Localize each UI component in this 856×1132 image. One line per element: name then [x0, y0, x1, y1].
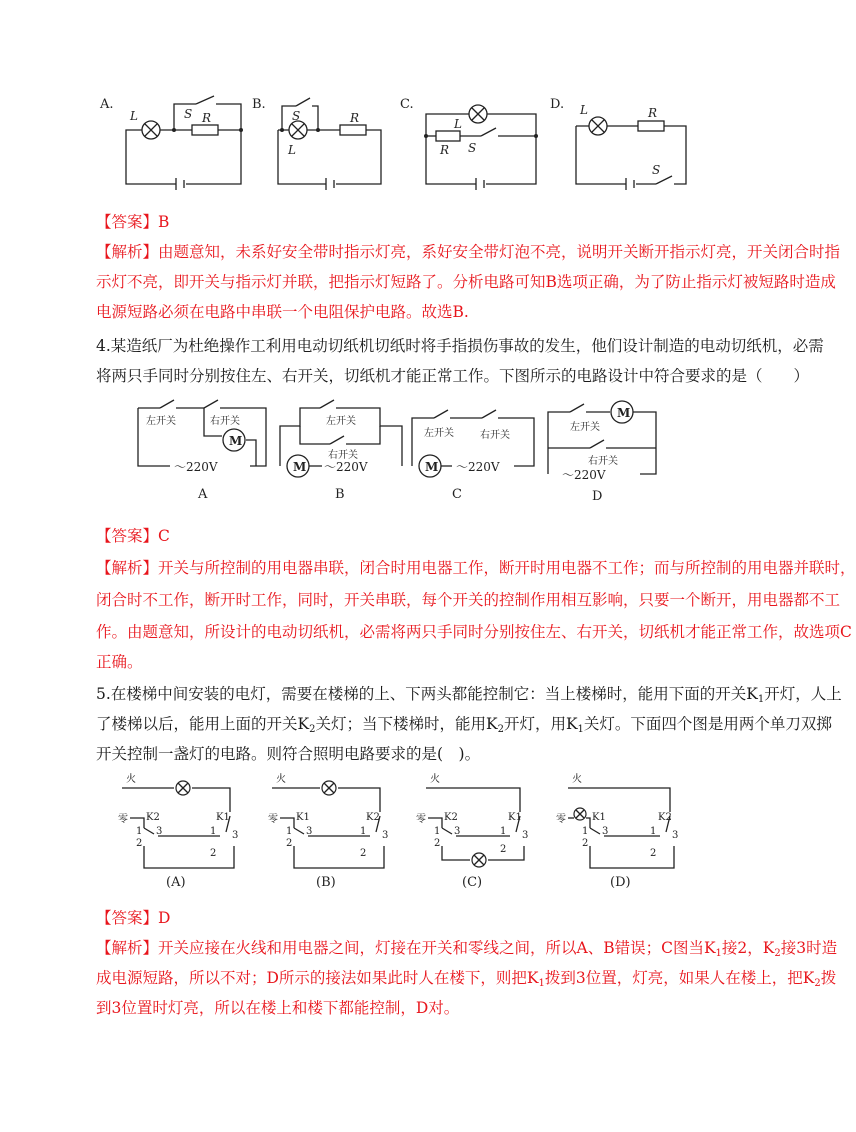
- q3-analysis-line-2: 示灯不亮，即开关与指示灯并联，把指示灯短路了。分析电路可知B选项正确，为了防止指示灯被短路时造成: [96, 273, 836, 291]
- svg-text:～220V: ～220V: [324, 460, 368, 474]
- svg-text:右开关: 右开关: [588, 456, 618, 467]
- svg-text:2: 2: [582, 838, 589, 849]
- q5-circuit-c: [416, 772, 528, 890]
- svg-text:S: S: [292, 109, 301, 123]
- svg-text:2: 2: [286, 838, 293, 849]
- svg-text:S: S: [184, 107, 193, 121]
- svg-text:右开关: 右开关: [480, 430, 510, 441]
- svg-text:3: 3: [156, 826, 163, 837]
- svg-text:2: 2: [360, 848, 367, 859]
- q5-question-line-2: 了楼梯以后，能用上面的开关$K_2$关灯；当下楼梯时，能用$K_2$开灯，用$K_1$关灯。下面四个图是用两个单刀双掷: [96, 715, 832, 735]
- svg-text:3: 3: [232, 830, 239, 841]
- q5-analysis-line-1: 【解析】开关应接在火线和用电器之间，灯接在开关和零线之间，所以A、B错误；C图当$K_1$接2，$K_2$接3时造: [96, 939, 838, 959]
- svg-text:L: L: [580, 103, 588, 117]
- svg-text:L: L: [130, 109, 138, 123]
- q3-circuit-d: [576, 103, 686, 190]
- q4-answer: 【答案】C: [96, 527, 170, 545]
- q3-analysis-line-3: 电源短路必须在电路中串联一个电阻保护电路。故选B.: [96, 303, 469, 321]
- svg-text:1: 1: [286, 826, 293, 837]
- q3-circuit-figures: [96, 92, 706, 202]
- q3-circuit-a: [126, 96, 243, 190]
- q5-circuit-b: [268, 772, 388, 890]
- svg-text:2: 2: [210, 848, 217, 859]
- svg-text:左开关: 左开关: [424, 428, 454, 439]
- svg-text:K2: K2: [146, 812, 160, 823]
- q5-circuit-d: [556, 772, 678, 890]
- svg-text:1: 1: [650, 826, 657, 837]
- svg-text:M: M: [229, 434, 243, 448]
- svg-text:3: 3: [454, 826, 461, 837]
- svg-text:(B): (B): [316, 875, 336, 890]
- svg-text:零: 零: [118, 814, 128, 825]
- svg-text:1: 1: [500, 826, 507, 837]
- q4-circuit-figures: [130, 396, 670, 506]
- q3-analysis-line-1: 【解析】由题意知，未系好安全带时指示灯亮，系好安全带灯泡不亮，说明开关断开指示灯亮，开关闭合时指: [96, 243, 841, 261]
- svg-text:右开关: 右开关: [210, 416, 240, 427]
- svg-text:K1: K1: [592, 812, 606, 823]
- svg-text:R: R: [440, 143, 450, 157]
- svg-text:3: 3: [672, 830, 679, 841]
- q5-analysis-line-2: 成电源短路，所以不对；D所示的接法如果此时人在楼下，则把$K_1$拨到3位置，灯亮，如果人在楼上，把$K_2$拨: [96, 969, 837, 989]
- svg-text:～220V: ～220V: [456, 460, 500, 474]
- q4-analysis-line-4: 正确。: [96, 653, 143, 671]
- svg-text:M: M: [293, 460, 307, 474]
- q3-option-a-label: A.: [100, 97, 114, 112]
- svg-text:R: R: [350, 111, 360, 125]
- q4-analysis-line-3: 作。由题意知，所设计的电动切纸机，必需将两只手同时分别按住左、右开关，切纸机才能正常工作，故选项C: [96, 623, 852, 641]
- svg-text:火: 火: [572, 774, 582, 785]
- q5-analysis-line-3: 到3位置时灯亮，所以在楼上和楼下都能控制，D对。: [96, 999, 460, 1017]
- svg-text:D: D: [592, 489, 603, 504]
- resistor-icon: [340, 125, 366, 135]
- svg-text:3: 3: [522, 830, 529, 841]
- svg-text:2: 2: [136, 838, 143, 849]
- svg-text:～220V: ～220V: [562, 468, 606, 482]
- q4-question-line-1: 4.某造纸厂为杜绝操作工利用电动切纸机切纸时将手指损伤事故的发生，他们设计制造的电动切纸机，必需: [96, 337, 824, 355]
- q5-circuit-a: [118, 772, 238, 890]
- svg-text:K2: K2: [366, 812, 380, 823]
- svg-text:K1: K1: [296, 812, 310, 823]
- svg-text:1: 1: [360, 826, 367, 837]
- svg-text:零: 零: [556, 814, 566, 825]
- q3-answer: 【答案】B: [96, 213, 170, 231]
- svg-text:零: 零: [416, 814, 426, 825]
- svg-text:L: L: [288, 143, 296, 157]
- svg-text:右开关: 右开关: [328, 450, 358, 461]
- q3-option-b-label: B.: [252, 97, 266, 112]
- svg-text:R: R: [648, 106, 658, 120]
- resistor-icon: [638, 121, 664, 131]
- q5-question-line-3: 开关控制一盏灯的电路。则符合照明电路要求的是( )。: [96, 745, 481, 763]
- svg-text:(A): (A): [166, 875, 186, 890]
- svg-text:A: A: [198, 487, 208, 502]
- svg-text:3: 3: [306, 826, 313, 837]
- svg-text:1: 1: [136, 826, 143, 837]
- svg-text:3: 3: [602, 826, 609, 837]
- resistor-icon: [436, 131, 460, 141]
- svg-text:B: B: [335, 487, 345, 502]
- q5-circuit-figures: [110, 772, 700, 890]
- svg-text:K1: K1: [216, 812, 230, 823]
- q4-circuit-d: [548, 401, 656, 504]
- svg-text:S: S: [468, 141, 477, 155]
- svg-text:(C): (C): [462, 875, 483, 890]
- q3-option-d-label: D.: [550, 97, 565, 112]
- svg-text:左开关: 左开关: [570, 422, 600, 433]
- svg-text:R: R: [202, 111, 212, 125]
- svg-text:2: 2: [434, 838, 441, 849]
- svg-text:K2: K2: [444, 812, 458, 823]
- q4-analysis-line-1: 【解析】开关与所控制的用电器串联，闭合时用电器工作，断开时用电器不工作；而与所控制的用电器并联时，: [96, 559, 856, 577]
- svg-text:火: 火: [126, 774, 136, 785]
- svg-text:M: M: [617, 406, 631, 420]
- q3-option-c-label: C.: [400, 97, 414, 112]
- q5-question-line-1: 5.在楼梯中间安装的电灯，需要在楼梯的上、下两头都能控制它：当上楼梯时，能用下面的开关$K_1$开灯，人上: [96, 685, 842, 705]
- svg-text:1: 1: [582, 826, 589, 837]
- q5-answer: 【答案】D: [96, 909, 171, 927]
- svg-text:1: 1: [210, 826, 217, 837]
- svg-text:左开关: 左开关: [146, 416, 176, 427]
- q4-analysis-line-2: 闭合时不工作，断开时工作，同时，开关串联，每个开关的控制作用相互影响，只要一个断开，用电器都不工: [96, 591, 841, 609]
- svg-text:K2: K2: [658, 812, 672, 823]
- q3-circuit-b: [278, 98, 381, 190]
- q4-circuit-b: [280, 400, 402, 502]
- svg-text:1: 1: [434, 826, 441, 837]
- q4-circuit-a: [138, 400, 266, 502]
- q3-circuit-c: [424, 105, 538, 190]
- svg-text:火: 火: [276, 774, 286, 785]
- svg-text:S: S: [652, 163, 661, 177]
- svg-text:K1: K1: [508, 812, 522, 823]
- svg-text:3: 3: [382, 830, 389, 841]
- q4-question-line-2: 将两只手同时分别按住左、右开关，切纸机才能正常工作。下图所示的电路设计中符合要求的是（ ）: [96, 367, 810, 385]
- svg-text:零: 零: [268, 814, 278, 825]
- svg-text:M: M: [425, 460, 439, 474]
- svg-text:(D): (D): [610, 875, 631, 890]
- svg-text:L: L: [454, 117, 462, 131]
- svg-text:2: 2: [500, 844, 507, 855]
- svg-text:左开关: 左开关: [326, 416, 356, 427]
- resistor-icon: [192, 125, 218, 135]
- q4-circuit-c: [412, 410, 534, 502]
- svg-text:2: 2: [650, 848, 657, 859]
- svg-text:火: 火: [430, 774, 440, 785]
- svg-text:～220V: ～220V: [174, 460, 218, 474]
- svg-text:C: C: [452, 487, 462, 502]
